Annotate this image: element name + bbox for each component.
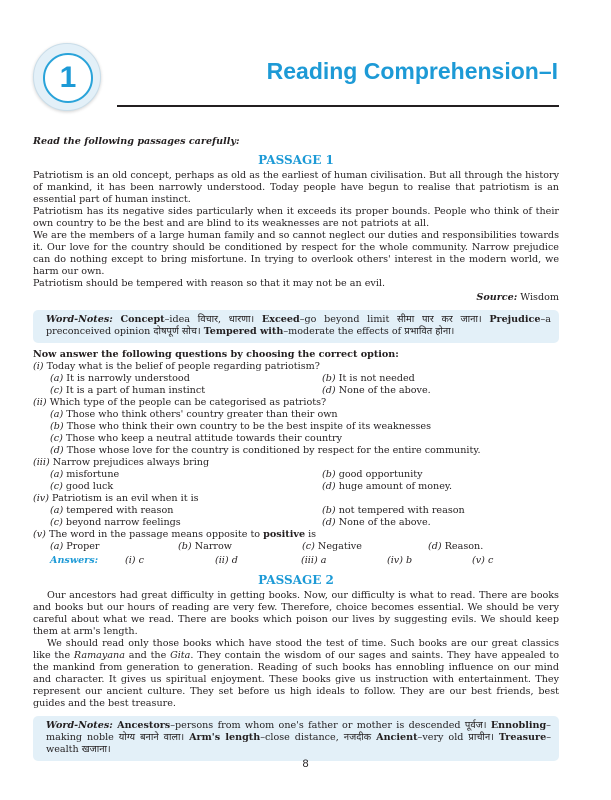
- option: [50, 373, 322, 385]
- option-text: Proper: [66, 541, 100, 552]
- page-number: 8: [302, 758, 309, 770]
- option-text: It is narrowly understood: [66, 373, 190, 384]
- note-term: Tempered with: [203, 326, 284, 337]
- option-letter: (d): [428, 541, 442, 552]
- passage-1-paragraph: Patriotism is an old concept, perhaps as old as the earliest of human civilisation. But all through the history of mankind, it has been narrowly understood. Today people have begun to realise that patriotism is an essential part of human instinct.: [33, 170, 559, 205]
- option-letter: (a): [50, 373, 64, 384]
- question: [33, 529, 559, 541]
- question-text: Narrow prejudices always bring: [52, 457, 210, 468]
- options: [33, 541, 559, 553]
- passage-1-paragraph: Patriotism has its negative sides particularly when it exceeds its proper bounds. People who think of their own country to be the best and are blind to its weaknesses are not patriots at all.: [33, 206, 559, 229]
- option: [322, 481, 559, 493]
- passage-2-paragraph: We should read only those books which have stood the test of time. Such books are our great classics like the Ramayana and the Gita. They contain the wisdom of our sages and saints. They have appealed to the mankind from generation to generation. Reading of such books has ennobling influence on our mind and character. It gives us spiritual enjoyment. These books give us instruction with entertainment. They represent our ancient culture. They set before us high ideals to follow. They are our best friends, best guides and the best treasure.: [33, 638, 559, 709]
- option-text: tempered with reason: [66, 505, 174, 516]
- option-letter: (c): [302, 541, 315, 552]
- note-definition: –persons from whom one's father or mother is descended पूर्वज।: [170, 720, 487, 731]
- option: [50, 541, 178, 553]
- option-text: good luck: [65, 481, 114, 492]
- question-number: (iv): [33, 493, 49, 504]
- question-number: (i): [33, 361, 44, 372]
- passage-1-paragraph: Patriotism should be tempered with reason so that it may not be an evil.: [33, 278, 386, 289]
- option-text: beyond narrow feelings: [65, 517, 181, 528]
- option-text: None of the above.: [338, 385, 431, 396]
- option: [322, 385, 559, 397]
- option-letter: (b): [322, 505, 336, 516]
- option: [322, 373, 559, 385]
- option-letter: (c): [50, 433, 63, 444]
- option: [50, 505, 322, 517]
- option: [178, 541, 302, 553]
- question-text: Patriotism is an evil when it is: [52, 493, 199, 504]
- passage-1-heading: PASSAGE 1: [258, 153, 334, 167]
- question: [33, 457, 559, 469]
- word-notes-label: Word-Notes:: [46, 720, 113, 731]
- option-text: It is not needed: [338, 373, 415, 384]
- option-letter: (c): [50, 517, 63, 528]
- option-letter: (b): [322, 469, 336, 480]
- source-label: Source:: [476, 292, 518, 303]
- question-text: Which type of the people can be categorised as patriots?: [49, 397, 327, 408]
- answers-row: [33, 555, 559, 567]
- option-letter: (b): [178, 541, 192, 552]
- note-definition: –close distance, नजदीक: [260, 732, 372, 743]
- option-letter: (d): [322, 385, 336, 396]
- options: [33, 469, 559, 493]
- option: [322, 469, 559, 481]
- question-number: (iii): [33, 457, 50, 468]
- questions-instruction: Now answer the following questions by choosing the correct option:: [33, 349, 399, 360]
- answer: (i) c: [125, 555, 144, 566]
- question-text: is: [305, 529, 317, 540]
- option: [50, 445, 559, 457]
- chapter-title: Reading Comprehension–I: [266, 58, 558, 84]
- options: [33, 409, 559, 457]
- answer: (v) c: [472, 555, 494, 566]
- note-definition: –go beyond limit सीमा पार कर जाना।: [299, 314, 482, 325]
- note-definition: –moderate the effects of प्रभावित होना।: [283, 326, 455, 337]
- option: [428, 541, 559, 553]
- instruction: Read the following passages carefully:: [33, 136, 240, 147]
- option-text: not tempered with reason: [338, 505, 465, 516]
- option-text: Those who keep a neutral attitude towards their country: [65, 433, 343, 444]
- note-term: Arm's length: [189, 732, 261, 743]
- question-text: The word in the passage means opposite to: [48, 529, 264, 540]
- option: [50, 469, 322, 481]
- options: [33, 373, 559, 397]
- note-definition: –wealth खजाना।: [46, 732, 551, 755]
- source-line: [33, 292, 559, 304]
- option: [50, 421, 559, 433]
- passage-2-heading: PASSAGE 2: [258, 573, 334, 587]
- option-text: Those who think their own country to be the best inspite of its weaknesses: [66, 421, 432, 432]
- option-letter: (c): [50, 481, 63, 492]
- option-text: Narrow: [194, 541, 232, 552]
- note-term: Ancient: [376, 732, 418, 743]
- option-letter: (b): [50, 421, 64, 432]
- chapter-number: 1: [43, 53, 93, 103]
- question: [33, 361, 559, 373]
- answers-label: Answers:: [50, 555, 99, 566]
- question-number: (v): [33, 529, 46, 540]
- passage-2-paragraph: Our ancestors had great difficulty in getting books. Now, our difficulty is what to read. There are books and books but our hours of reading are very few. Therefore, choice becomes essential. We should be very careful about what we read. There are books which poison our lives by suggesting evils. We should keep them at arm's length.: [33, 590, 559, 637]
- option-letter: (a): [50, 469, 64, 480]
- option: [50, 433, 559, 445]
- note-term: Ennobling: [490, 720, 547, 731]
- option-letter: (a): [50, 409, 64, 420]
- note-term: Concept: [120, 314, 165, 325]
- note-term: Prejudice: [489, 314, 541, 325]
- option-letter: (b): [322, 373, 336, 384]
- question-number: (ii): [33, 397, 47, 408]
- answer: (ii) d: [215, 555, 238, 566]
- option-letter: (d): [50, 445, 64, 456]
- answer: (iii) a: [301, 555, 327, 566]
- option-letter: (a): [50, 505, 64, 516]
- question-keyword: positive: [263, 529, 306, 540]
- options: [33, 505, 559, 529]
- option-letter: (d): [322, 481, 336, 492]
- note-definition: –making noble योग्य बनाने वाला।: [46, 720, 551, 743]
- word-notes-box: [33, 716, 559, 761]
- question: [33, 493, 559, 505]
- answer: (iv) b: [387, 555, 413, 566]
- option-text: good opportunity: [338, 469, 423, 480]
- option-text: Negative: [317, 541, 362, 552]
- question: [33, 397, 559, 409]
- option-letter: (c): [50, 385, 63, 396]
- option: [50, 517, 322, 529]
- option-text: None of the above.: [338, 517, 431, 528]
- note-term: Exceed: [261, 314, 300, 325]
- word-notes-label: Word-Notes:: [46, 314, 113, 325]
- option-text: huge amount of money.: [338, 481, 453, 492]
- title-underline: [117, 105, 559, 107]
- page-content: [33, 136, 559, 767]
- option: [50, 385, 322, 397]
- chapter-number-badge: [33, 43, 101, 111]
- option: [322, 505, 559, 517]
- note-term: Treasure: [498, 732, 547, 743]
- note-term: Ancestors: [117, 720, 171, 731]
- passage-1-paragraph: We are the members of a large human family and so cannot neglect our duties and responsibilities towards it. Our love for the country should be conditioned by respect for the whole community. Narrow prejudice can do nothing except to bring misfortune. In trying to overlook others' interest in the modern world, we harm our own.: [33, 230, 559, 277]
- option-letter: (a): [50, 541, 64, 552]
- option: [302, 541, 428, 553]
- option-text: Those who think others' country greater than their own: [66, 409, 338, 420]
- source-value: Wisdom: [520, 292, 559, 303]
- note-definition: –very old प्राचीन।: [417, 732, 494, 743]
- option-text: Those whose love for the country is conditioned by respect for the entire community.: [66, 445, 481, 456]
- option-text: It is a part of human instinct: [65, 385, 206, 396]
- option-letter: (d): [322, 517, 336, 528]
- word-notes-box: [33, 310, 559, 343]
- question-text: Today what is the belief of people regarding patriotism?: [46, 361, 320, 372]
- option: [50, 409, 559, 421]
- option: [322, 517, 559, 529]
- option-text: misfortune: [66, 469, 120, 480]
- note-definition: –idea विचार, धारणा।: [164, 314, 255, 325]
- option-text: Reason.: [444, 541, 484, 552]
- note-definition: –a preconceived opinion दोषपूर्ण सोच।: [46, 314, 551, 337]
- option: [50, 481, 322, 493]
